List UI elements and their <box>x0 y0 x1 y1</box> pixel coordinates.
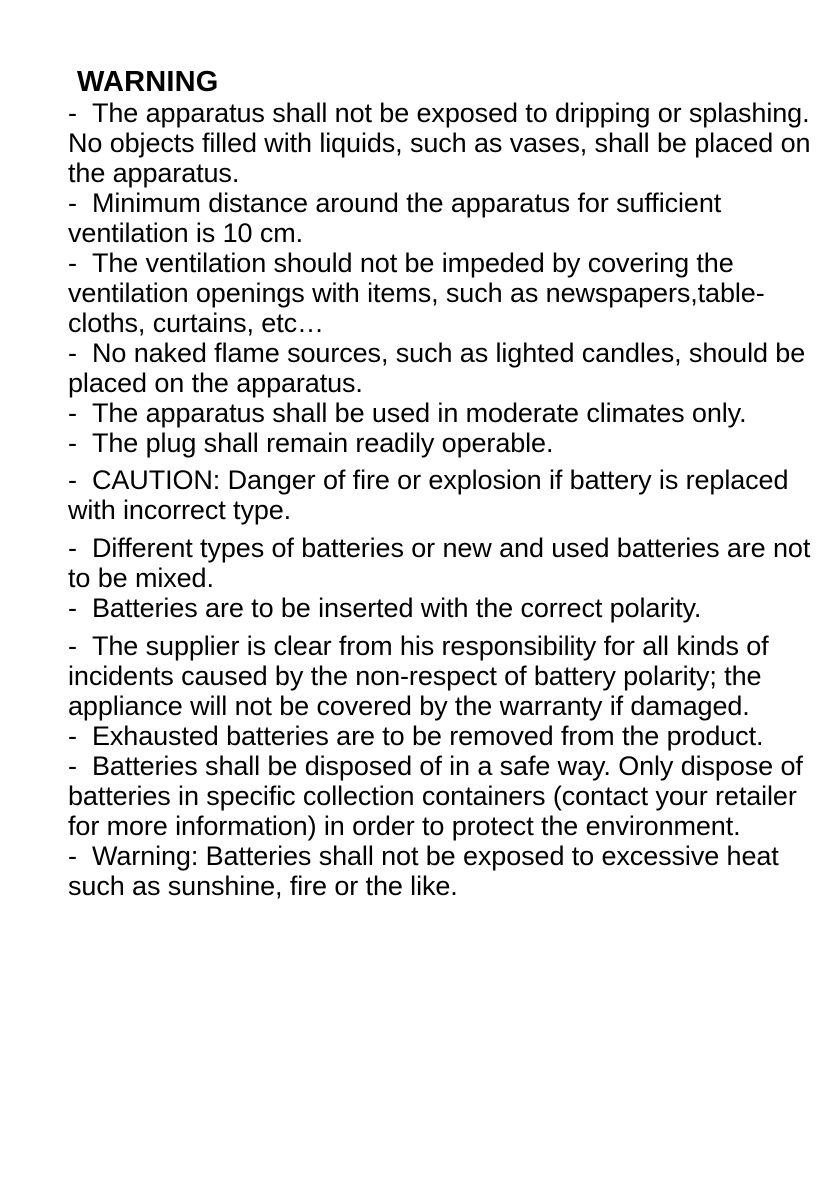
warning-item-dripping <box>68 98 828 188</box>
warning-item-text: Minimum distance around the apparatus for sufficient ventilation is 10 cm. <box>68 188 722 248</box>
warning-item-caution-battery <box>68 465 828 525</box>
warning-item-text: Batteries shall be disposed of in a safe way. Only dispose of batteries in specific collection containers (contact your retailer for more information) in order to protect the environment. <box>68 751 803 841</box>
warning-item-plug <box>68 428 828 458</box>
warning-item-battery-disposal <box>68 751 828 841</box>
warning-item-text: No naked flame sources, such as lighted candles, should be placed on the apparatus. <box>68 338 806 398</box>
bullet-dash: - <box>68 465 77 495</box>
bullet-dash: - <box>68 631 77 661</box>
bullet-dash: - <box>68 188 77 218</box>
bullet-dash: - <box>68 398 77 428</box>
warning-item-text: The ventilation should not be impeded by covering the ventilation openings with items, such as newspapers,table-cloths, curtains, etc… <box>68 248 765 338</box>
warning-item-naked-flame <box>68 338 828 398</box>
bullet-dash: - <box>68 248 77 278</box>
warning-item-battery-mixing <box>68 533 828 593</box>
bullet-dash: - <box>68 98 77 128</box>
bullet-dash: - <box>68 533 77 563</box>
bullet-dash: - <box>68 841 77 871</box>
warning-item-battery-heat <box>68 841 828 901</box>
warning-item-ventilation-openings <box>68 248 828 338</box>
bullet-dash: - <box>68 721 77 751</box>
bullet-dash: - <box>68 338 77 368</box>
warning-item-text: Different types of batteries or new and used batteries are not to be mixed. <box>68 533 811 593</box>
warning-item-text: The apparatus shall not be exposed to dripping or splashing. No objects filled with liquids, such as vases, shall be placed on the apparatus. <box>68 98 811 188</box>
warning-item-text: CAUTION: Danger of fire or explosion if battery is replaced with incorrect type. <box>68 465 789 525</box>
warning-item-battery-polarity <box>68 593 828 623</box>
warning-item-exhausted-batteries <box>68 721 828 751</box>
warning-item-text: Batteries are to be inserted with the correct polarity. <box>92 593 702 623</box>
warning-section <box>68 66 828 901</box>
bullet-dash: - <box>68 751 77 781</box>
warning-item-text: Warning: Batteries shall not be exposed to excessive heat such as sunshine, fire or the like. <box>68 841 779 901</box>
warning-title: WARNING <box>77 66 219 98</box>
warning-item-supplier-responsibility <box>68 631 828 721</box>
warning-item-ventilation-distance <box>68 188 828 248</box>
warning-item-text: Exhausted batteries are to be removed from the product. <box>92 721 764 751</box>
bullet-dash: - <box>68 593 77 623</box>
warning-item-climate <box>68 398 828 428</box>
warning-item-text: The supplier is clear from his responsibility for all kinds of incidents caused by the non-respect of battery polarity; the appliance will not be covered by the warranty if damaged. <box>68 631 769 721</box>
bullet-dash: - <box>68 428 77 458</box>
warning-item-text: The apparatus shall be used in moderate climates only. <box>92 398 747 428</box>
warning-item-text: The plug shall remain readily operable. <box>92 428 554 458</box>
